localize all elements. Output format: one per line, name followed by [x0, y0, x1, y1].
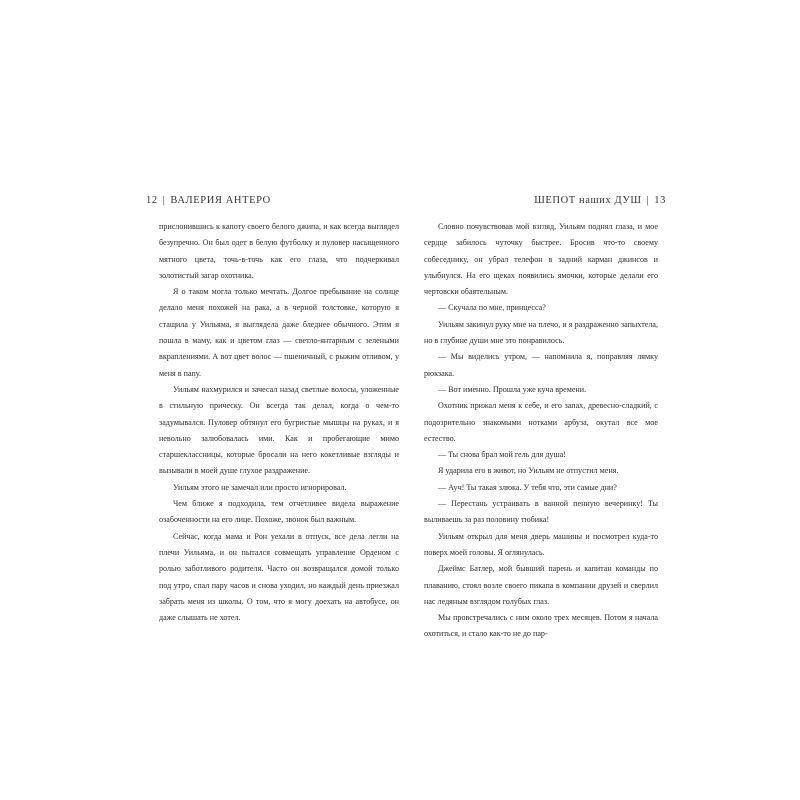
paragraph: Уильям этого не замечал или просто игнорировал.	[173, 482, 347, 492]
author-name: ВАЛЕРИЯ АНТЕРО	[170, 195, 271, 206]
book-title: ШЕПОТ наших ДУШ	[534, 195, 642, 206]
paragraph: Мы провстречались с ним около трех месяцев. Потом я начала охотиться, и стало как-то не до пар-	[424, 613, 658, 639]
paragraph: — Скучала по мне, принцесса?	[438, 303, 546, 313]
paragraph: Уильям закинул руку мне на плечо, и я раздраженно запыхтела, но в глубине души мне это понравилось.	[424, 319, 658, 346]
paragraph: — Мы виделись утром, — напомнила я, поправляя лямку рюкзака.	[424, 352, 658, 378]
paragraph: — Ауч! Ты такая злюка. У тебя что, эти самые дни?	[438, 482, 617, 492]
paragraph: — Вот именно. Прошла уже куча времени.	[438, 384, 587, 394]
paragraph: — Ты снова брал мой гель для душа!	[438, 450, 566, 460]
header-separator: |	[162, 195, 166, 206]
left-page-body	[159, 219, 399, 626]
paragraph: Охотник прижал меня к себе, и его запах, древесно-сладкий, с подозрительно знакомыми нотками арбуза, окутал все мое естество.	[424, 401, 658, 443]
paragraph: Джеймс Батлер, мой бывший парень и капитан команды по плаванию, стоял возле своего пикапа в компании друзей и сверлил нас ледяным взглядом голубых глаз.	[424, 564, 658, 606]
right-running-head	[534, 195, 666, 206]
right-page-body	[424, 219, 658, 643]
paragraph: Словно почувствовав мой взгляд, Уильям поднял глаза, и мое сердце забилось чуточку быстрее. Бросив что-то своему собеседнику, он убрал телефон в задний карман джинсов и улыбнулся. На его щеках появились ямочки, которые делали его чертовски обаятельным.	[424, 222, 658, 297]
paragraph: Я ударила его в живот, но Уильям не отпустил меня.	[438, 466, 619, 476]
paragraph: Я о таком могла только мечтать. Долгое пребывание на солнце делало меня похожей на рака, а в черной толстовке, которую я стащила у Уильяма, я выглядела даже бледнее обычного. Этим я пошла в маму, как и цветом глаз — светло-янтарным с зелеными вкраплениями. А вот цвет волос — пшеничный, с рыжим отливом, у меня в папу.	[159, 287, 399, 378]
right-page-number: 13	[654, 195, 666, 206]
paragraph: Уильям нахмурился и зачесал назад светлые волосы, уложенные в стильную прическу. Он всегда так делал, когда о чем-то задумывался. Пуловер обтянул его бугристые мышцы на руках, и я невольно залюбовалась ими. Как и пробегающие мимо старшеклассницы, которые бросали на него кокетливые взгляды и вызывали в моей душе глухое раздражение.	[159, 384, 399, 476]
paragraph: Чем ближе я подходила, тем отчетливее видела выражение озабоченности на его лице. Похоже, звонок был важным.	[159, 499, 399, 525]
header-separator: |	[646, 195, 650, 206]
paragraph: Уильям открыл для меня дверь машины и посмотрел куда-то поверх моей головы. Я оглянулась.	[424, 531, 658, 557]
paragraph: прислонившись к капоту своего белого джипа, и как всегда выглядел безупречно. Он был одет в белую футболку и пуловер насыщенного мятного цвета, точь-в-точь как его глаза, что подчеркивал золотистый загар охотника.	[159, 222, 399, 280]
left-page-number: 12	[146, 195, 158, 206]
paragraph: Сейчас, когда мама и Рон уехали в отпуск, все дела легли на плечи Уильяма, и он пытался совмещать управление Орденом с ролью заботливого родителя. Часто он возвращался домой только под утро, спал пару часов и снова уходил, но каждый день приезжал забрать меня из школы. О том, что я могу доехать на автобусе, он даже слышать не хотел.	[159, 531, 399, 623]
left-running-head	[146, 195, 271, 206]
paragraph: — Перестань устраивать в ванной пенную вечеринку! Ты выливаешь за раз половину тюбика!	[424, 499, 658, 525]
